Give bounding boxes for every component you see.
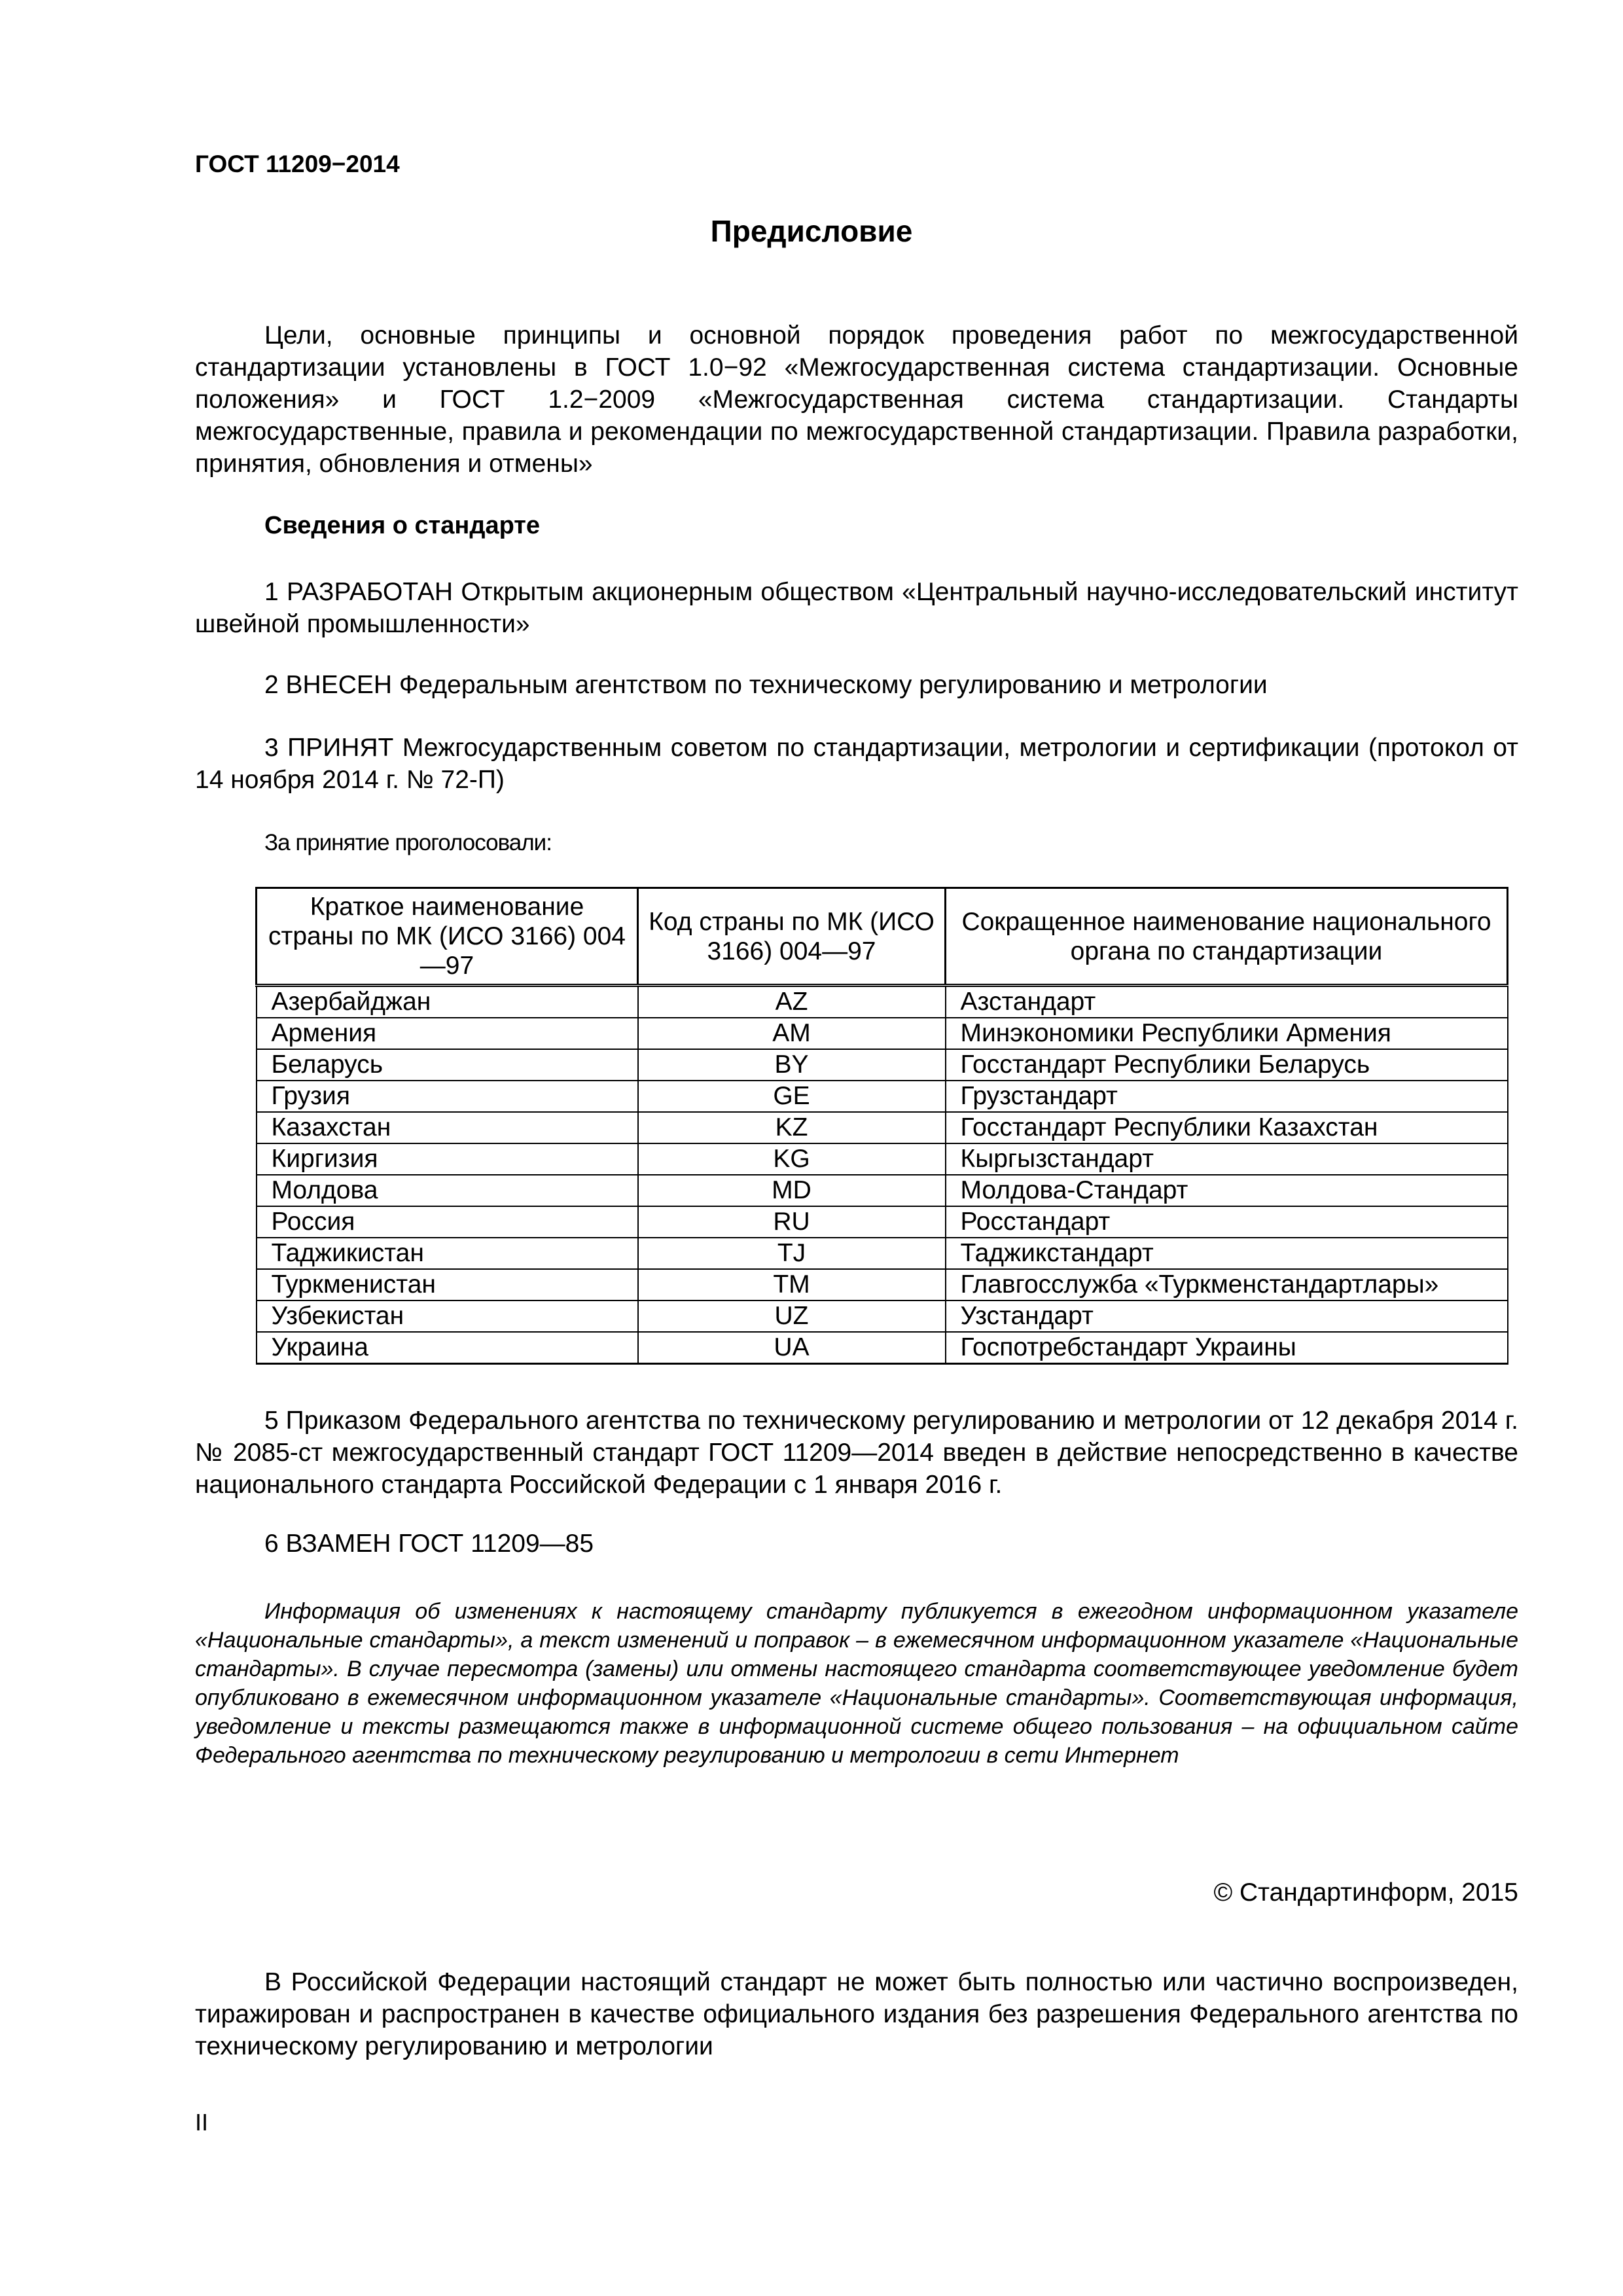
code-cell: GE [638, 1081, 946, 1112]
document-code: ГОСТ 11209−2014 [195, 151, 400, 177]
item-6-replaces: 6 ВЗАМЕН ГОСТ 11209—85 [264, 1530, 594, 1558]
code-cell: UZ [638, 1300, 946, 1332]
intro-paragraph: Цели, основные принципы и основной порядок проведения работ по межгосударственной стандартизации установлены в ГОСТ 1.0−92 «Межгосударственная система стандартизации. Основные положения» и ГОСТ 1.2−2009 «Межгосударственная система стандартизации. Стандарты межгосударственные, правила и рекомендации по межгосударственной стандартизации. Правила разработки, принятия, обновления и отмены» [195, 321, 1518, 478]
voting-countries-table [255, 887, 1508, 1365]
code-cell: AM [638, 1018, 946, 1049]
body-cell: Таджикстандарт [946, 1238, 1508, 1269]
table-row [257, 1300, 1508, 1332]
code-cell: KG [638, 1143, 946, 1175]
country-cell: Беларусь [257, 1049, 638, 1081]
country-cell: Молдова [257, 1175, 638, 1206]
page-title: Предисловие [710, 214, 913, 248]
body-cell: Минэкономики Республики Армения [946, 1018, 1508, 1049]
code-cell: KZ [638, 1112, 946, 1143]
code-cell: RU [638, 1206, 946, 1238]
country-cell: Узбекистан [257, 1300, 638, 1332]
body-cell: Узстандарт [946, 1300, 1508, 1332]
country-cell: Таджикистан [257, 1238, 638, 1269]
code-cell: UA [638, 1332, 946, 1364]
body-cell: Госстандарт Республики Беларусь [946, 1049, 1508, 1081]
table-row [257, 1049, 1508, 1081]
country-cell: Украина [257, 1332, 638, 1364]
table-header-row [257, 888, 1508, 986]
body-cell: Росстандарт [946, 1206, 1508, 1238]
country-cell: Туркменистан [257, 1269, 638, 1300]
table-row [257, 1238, 1508, 1269]
table-row [257, 1332, 1508, 1364]
vote-label: За принятие проголосовали: [264, 830, 552, 855]
item-5-enacted: 5 Приказом Федерального агентства по техническому регулированию и метрологии от 12 декабря 2014 г. № 2085-ст межгосударственный стандарт ГОСТ 11209—2014 введен в действие непосредственно в качестве национального стандарта Российской Федерации с 1 января 2016 г. [195, 1407, 1518, 1499]
table-row [257, 1143, 1508, 1175]
code-cell: MD [638, 1175, 946, 1206]
code-cell: AZ [638, 986, 946, 1018]
code-cell: BY [638, 1049, 946, 1081]
item-3-adopted: 3 ПРИНЯТ Межгосударственным советом по стандартизации, метрологии и сертификации (протокол от 14 ноября 2014 г. № 72-П) [195, 734, 1518, 794]
code-cell: TJ [638, 1238, 946, 1269]
body-cell: Госпотребстандарт Украины [946, 1332, 1508, 1364]
body-cell: Молдова-Стандарт [946, 1175, 1508, 1206]
country-cell: Россия [257, 1206, 638, 1238]
country-cell: Казахстан [257, 1112, 638, 1143]
body-cell: Азстандарт [946, 986, 1508, 1018]
country-cell: Грузия [257, 1081, 638, 1112]
copyright: © Стандартинформ, 2015 [1213, 1878, 1518, 1907]
table-row [257, 1175, 1508, 1206]
table-row [257, 1269, 1508, 1300]
header-country-code: Код страны по МК (ИСО 3166) 004—97 [638, 888, 946, 986]
table-row [257, 986, 1508, 1018]
body-cell: Кыргызстандарт [946, 1143, 1508, 1175]
item-1-developed: 1 РАЗРАБОТАН Открытым акционерным обществом «Центральный научно-исследовательский институт швейной промышленности» [195, 578, 1518, 638]
info-heading: Сведения о стандарте [264, 512, 541, 539]
country-cell: Азербайджан [257, 986, 638, 1018]
country-cell: Армения [257, 1018, 638, 1049]
table-row [257, 1206, 1508, 1238]
header-country-name: Краткое наименование страны по МК (ИСО 3166) 004—97 [257, 888, 638, 986]
body-cell: Главгосслужба «Туркменстандартлары» [946, 1269, 1508, 1300]
body-cell: Грузстандарт [946, 1081, 1508, 1112]
item-2-submitted: 2 ВНЕСЕН Федеральным агентством по техническому регулированию и метрологии [264, 671, 1268, 699]
body-cell: Госстандарт Республики Казахстан [946, 1112, 1508, 1143]
code-cell: TM [638, 1269, 946, 1300]
changes-notice: Информация об изменениях к настоящему стандарту публикуется в ежегодном информационном указателе «Национальные стандарты», а текст изменений и поправок – в ежемесячном информационном указателе «Национальные стандарты». В случае пересмотра (замены) или отмены настоящего стандарта соответствующее уведомление будет опубликовано в ежемесячном информационном указателе «Национальные стандарты». Соответствующая информация, уведомление и тексты размещаются также в информационной системе общего пользования – на официальном сайте Федерального агентства по техническому регулированию и метрологии в сети Интернет [195, 1599, 1518, 1768]
country-cell: Киргизия [257, 1143, 638, 1175]
reproduction-restriction: В Российской Федерации настоящий стандарт не может быть полностью или частично воспроизведен, тиражирован и распространен в качестве официального издания без разрешения Федерального агентства по техническому регулированию и метрологии [195, 1968, 1518, 2060]
table-row [257, 1081, 1508, 1112]
page-number: II [195, 2109, 209, 2136]
table-row [257, 1018, 1508, 1049]
table-row [257, 1112, 1508, 1143]
header-standards-body: Сокращенное наименование национального органа по стандартизации [946, 888, 1508, 986]
